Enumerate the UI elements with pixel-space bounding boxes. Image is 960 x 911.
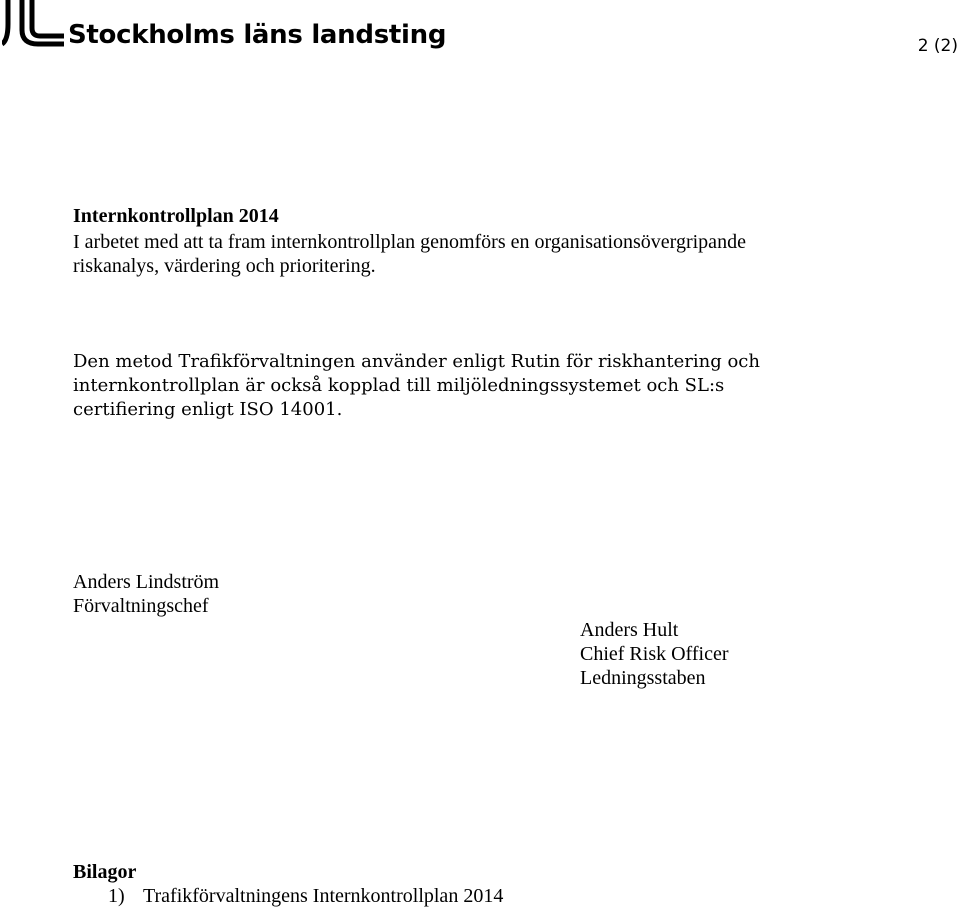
intro-line: riskanalys, värdering och prioritering. <box>73 255 376 277</box>
attachments-heading: Bilagor <box>73 861 137 883</box>
signatory-right-name: Anders Hult <box>580 619 679 641</box>
method-line: certifiering enligt ISO 14001. <box>73 399 343 420</box>
attachment-label: Trafikförvaltningens Internkontrollplan 2014 <box>143 885 504 907</box>
signatory-right-unit: Ledningsstaben <box>580 667 706 689</box>
intro-line: I arbetet med att ta fram internkontrollplan genomförs en organisationsövergripande <box>73 231 746 253</box>
method-line: Den metod Trafikförvaltningen använder enligt Rutin för riskhantering och <box>73 351 760 372</box>
signatory-left-title: Förvaltningschef <box>73 595 209 617</box>
attachment-number: 1) <box>108 885 125 907</box>
signatory-left-name: Anders Lindström <box>73 571 220 593</box>
logo-mark-icon <box>2 0 64 50</box>
method-line: internkontrollplan är också kopplad till miljöledningssystemet och SL:s <box>73 375 725 396</box>
page-number: 2 (2) <box>917 36 958 56</box>
section-title: Internkontrollplan 2014 <box>73 205 279 227</box>
logo-text: Stockholms läns landsting <box>68 20 447 50</box>
logo <box>2 0 447 56</box>
signatory-right-title: Chief Risk Officer <box>580 643 729 665</box>
